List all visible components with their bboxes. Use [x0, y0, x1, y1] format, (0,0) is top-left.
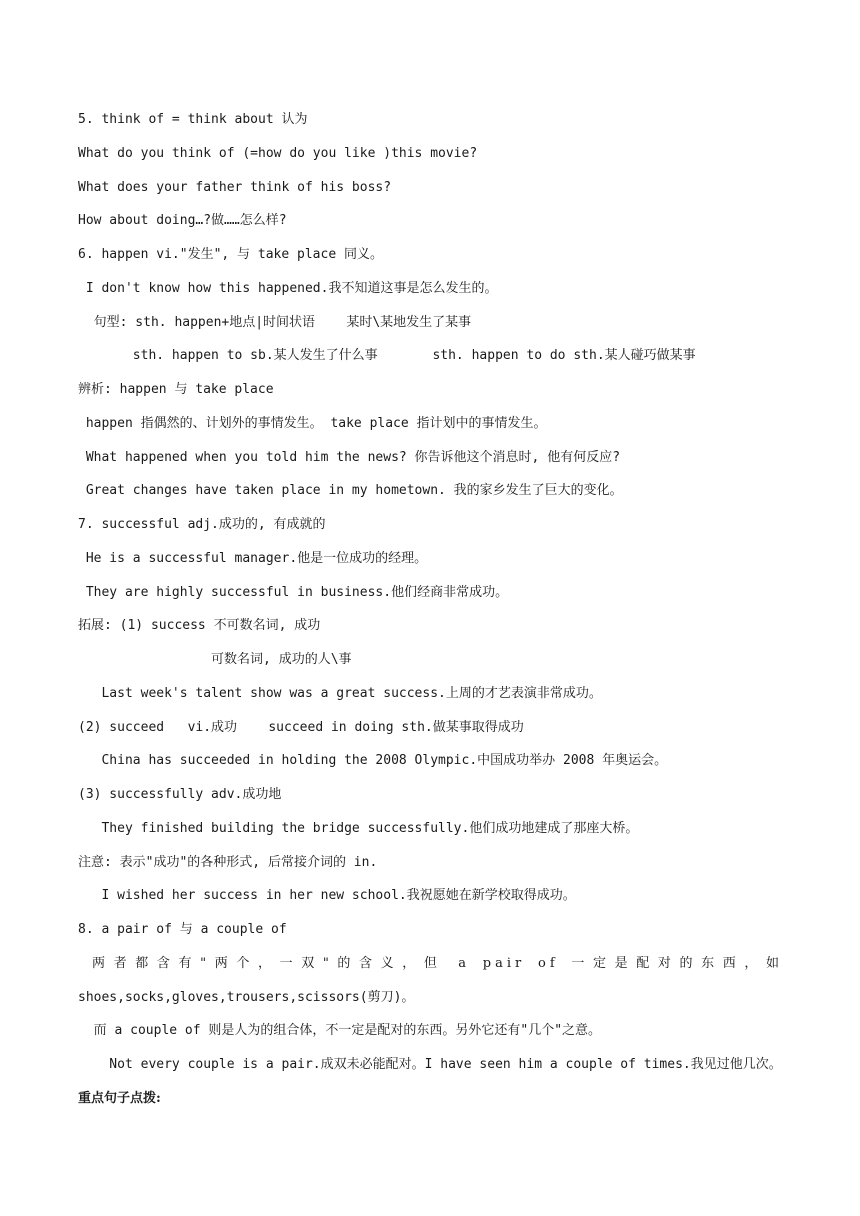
example-line: They are highly successful in business.他们经商非常成功。: [78, 585, 509, 600]
example-line: Last week's talent show was a great success.上周的才艺表演非常成功。: [78, 686, 602, 701]
pattern-line: 句型: sth. happen+地点|时间状语 某时\某地发生了某事: [78, 315, 472, 330]
paragraph-line: 两者都含有"两个，一双"的含义，但 a pair of 一定是配对的东西，如: [92, 956, 783, 971]
extension-line: (2) succeed vi.成功 succeed in doing sth.做某事取得成功: [78, 720, 524, 735]
analysis-line: happen 指偶然的、计划外的事情发生。 take place 指计划中的事情发生。: [78, 416, 547, 431]
item-8-heading: 8. a pair of 与 a couple of: [78, 922, 287, 937]
note-line: 注意: 表示"成功"的各种形式, 后常接介词的 in.: [78, 855, 378, 870]
example-line: What happened when you told him the news? 你告诉他这个消息时, 他有何反应?: [78, 450, 621, 465]
extension-line: 拓展: (1) success 不可数名词, 成功: [78, 618, 321, 633]
pattern-line: sth. happen to sb.某人发生了什么事 sth. happen to do sth.某人碰巧做某事: [78, 348, 696, 363]
item-6-heading: 6. happen vi."发生", 与 take place 同义。: [78, 247, 383, 262]
item-5-heading: 5. think of = think about 认为: [78, 112, 308, 127]
example-line: What do you think of (=how do you like )this movie?: [78, 146, 478, 161]
extension-line: (3) successfully adv.成功地: [78, 787, 282, 802]
example-line: They finished building the bridge successfully.他们成功地建成了那座大桥。: [78, 821, 639, 836]
example-line: Not every couple is a pair.成双未必能配对。I have seen him a couple of times.我见过他几次。: [78, 1057, 782, 1072]
example-line: What does your father think of his boss?: [78, 180, 392, 195]
example-line: I wished her success in her new school.我祝愿她在新学校取得成功。: [78, 888, 576, 903]
example-line: How about doing…?做……怎么样?: [78, 213, 287, 228]
example-line: I don't know how this happened.我不知道这事是怎么发生的。: [78, 281, 498, 296]
analysis-heading: 辨析: happen 与 take place: [78, 382, 274, 397]
example-line: China has succeeded in holding the 2008 Olympic.中国成功举办 2008 年奥运会。: [78, 753, 668, 768]
paragraph-line: 而 a couple of 则是人为的组合体，不一定是配对的东西。另外它还有"几个"之意。: [78, 1023, 602, 1038]
example-line: Great changes have taken place in my hometown. 我的家乡发生了巨大的变化。: [78, 483, 623, 498]
example-line: He is a successful manager.他是一位成功的经理。: [78, 551, 428, 566]
extension-line: 可数名词, 成功的人\事: [78, 652, 352, 667]
section-heading: 重点句子点拨:: [78, 1091, 161, 1106]
item-7-heading: 7. successful adj.成功的, 有成就的: [78, 517, 326, 532]
paragraph-line: shoes,socks,gloves,trousers,scissors(剪刀)。: [78, 990, 415, 1005]
